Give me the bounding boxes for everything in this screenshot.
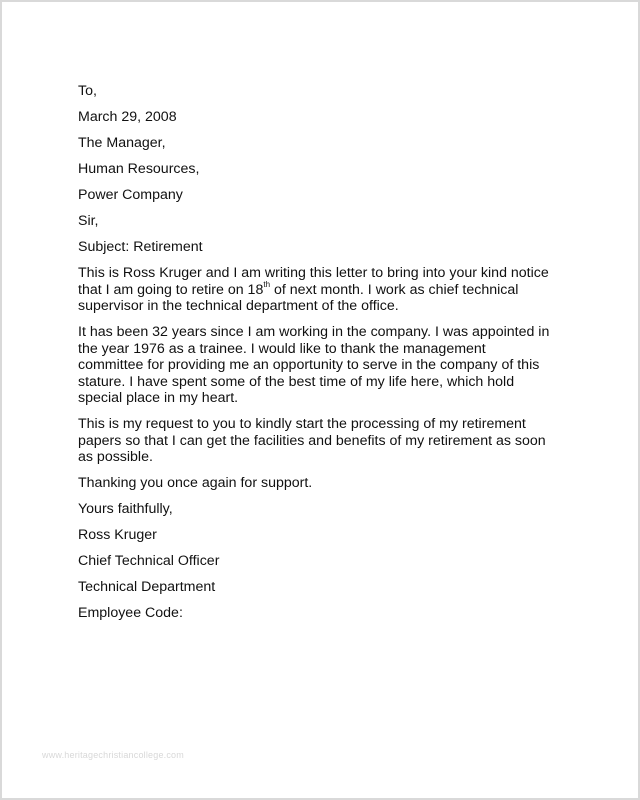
subject-line: Subject: Retirement [78,239,203,255]
paragraph-line: papers so that I can get the facilities and benefits of my retirement as soon [78,432,546,449]
paragraph-line: stature. I have spent some of the best time of my life here, which hold [78,373,515,390]
paragraph-line: as possible. [78,449,153,465]
recipient-title: The Manager, [78,135,166,151]
signature-department: Technical Department [78,579,216,595]
to-line: To, [78,83,97,99]
paragraph-line: It has been 32 years since I am working in the company. I was appointed in [78,324,550,340]
paragraph-line: committee for providing me an opportunity to serve in the company of this [78,357,540,373]
paragraph-text: of next month. I work as chief technical [270,281,519,298]
thanks-line: Thanking you once again for support. [78,475,313,491]
paragraph-text: that I am going to retire on 18 [78,281,264,298]
letter-body [78,83,568,631]
salutation: Sir, [78,213,99,229]
ordinal-suffix: th [263,279,271,289]
paragraph-intro [78,265,568,315]
closing-line: Yours faithfully, [78,501,173,517]
paragraph-line [78,279,568,299]
signature-name: Ross Kruger [78,527,157,543]
watermark: www.heritagechristiancollege.com [42,750,184,760]
paragraph-line: This is my request to you to kindly start the processing of my retirement [78,416,526,432]
recipient-company: Power Company [78,187,183,203]
paragraph-line: the year 1976 as a trainee. I would like to thank the management [78,340,486,357]
paragraph-service [78,324,568,407]
signature-title: Chief Technical Officer [78,553,220,569]
paragraph-line: supervisor in the technical department of the office. [78,298,399,314]
paragraph-request [78,416,568,466]
signature-employee-code: Employee Code: [78,605,183,621]
letter-date: March 29, 2008 [78,109,177,125]
paragraph-line: This is Ross Kruger and I am writing this letter to bring into your kind notice [78,265,549,281]
paragraph-line: special place in my heart. [78,390,239,406]
recipient-department: Human Resources, [78,161,200,177]
